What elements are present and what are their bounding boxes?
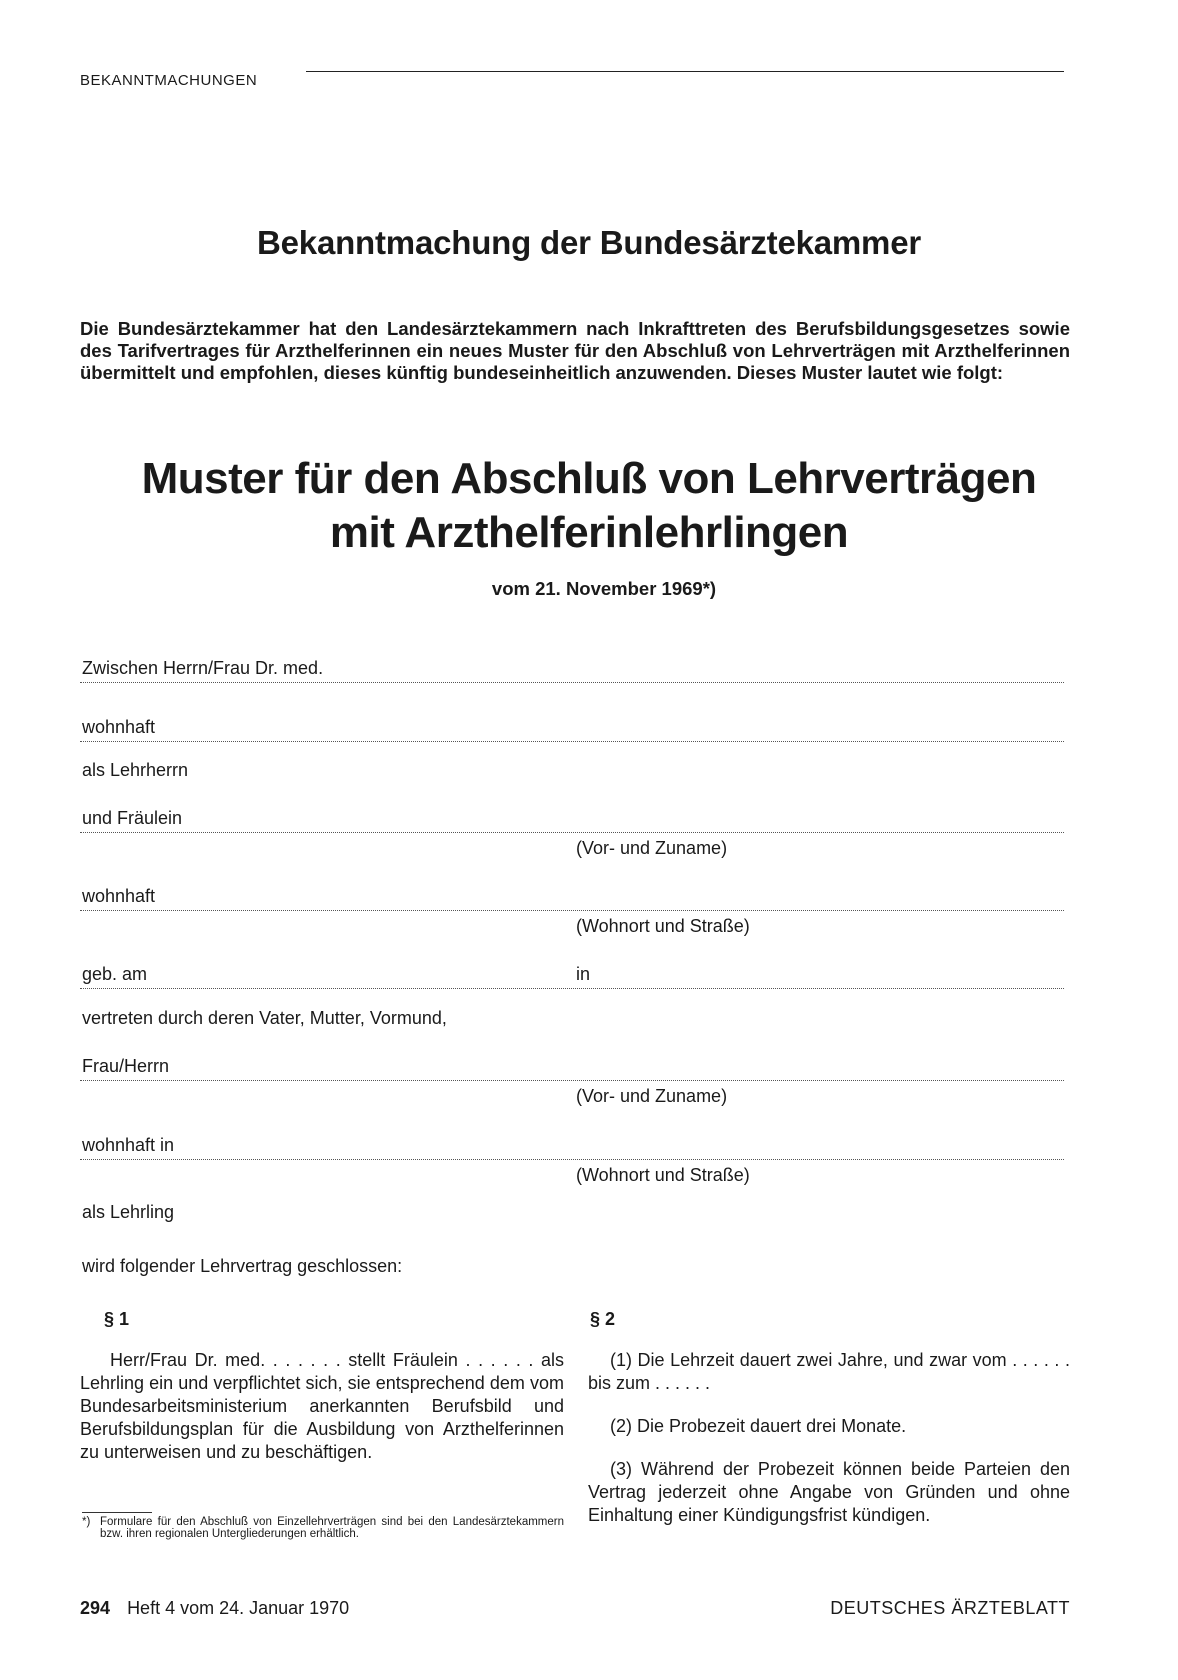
footnote-text: Formulare für den Abschluß von Einzellehrverträgen sind bei den Landesärztekammern bzw. ihren regionalen Untergliederungen erhältlich. xyxy=(100,1516,564,1540)
hint-name: (Vor- und Zuname) xyxy=(576,838,728,858)
running-header xyxy=(80,62,1064,92)
footnote-rule xyxy=(82,1512,152,1513)
field-label: in xyxy=(576,964,591,984)
main-title xyxy=(0,452,1178,560)
footnote-mark: *) xyxy=(82,1516,91,1528)
field-label: wohnhaft xyxy=(82,886,156,906)
page-footer xyxy=(80,1598,1070,1622)
field-apprentice-name[interactable] xyxy=(80,810,1064,833)
field-doctor-residence[interactable] xyxy=(80,719,1064,742)
announcement-title: Bekanntmachung der Bundesärztekammer xyxy=(257,224,921,261)
hint-address: (Wohnort und Straße) xyxy=(576,1165,750,1185)
journal-name: DEUTSCHES ÄRZTEBLATT xyxy=(830,1598,1070,1618)
main-title-line-1: Muster für den Abschluß von Lehrverträgen xyxy=(141,454,1037,503)
header-rule xyxy=(306,71,1064,72)
section-2-paragraph-1: (1) Die Lehrzeit dauert zwei Jahre, und zwar vom . . . . . . bis zum . . . . . . xyxy=(588,1350,1070,1393)
section-1-text: Herr/Frau Dr. med. . . . . . . stellt Fräulein . . . . . . als Lehrling ein und verpflichtet sich, sie entsprechend dem vom Bundesarbeitsministerium anerkannten Berufsbild und Berufsbildungsplan für die Ausbildung von Arzthelferinnen zu unterweisen und zu beschäftigen. xyxy=(80,1350,564,1462)
field-guardian-residence[interactable] xyxy=(80,1137,1064,1160)
intro-paragraph: Die Bundesärztekammer hat den Landesärztekammern nach Inkrafttreten des Berufsbildungsgesetzes sowie des Tarifvertrages für Arzthelferinnen ein neues Muster für den Abschluß von Lehrverträgen mit Arzthelferinnen übermittelt und empfohlen, dieses künftig bundeseinheitlich anzuwenden. Dieses Muster lautet wie folgt: xyxy=(80,318,1070,383)
hint-address: (Wohnort und Straße) xyxy=(576,916,750,936)
field-label: wohnhaft xyxy=(82,717,156,737)
contract-concluded-label: wird folgender Lehrvertrag geschlossen: xyxy=(82,1256,403,1276)
field-doctor-name[interactable] xyxy=(80,660,1064,683)
subtitle-date: vom 21. November 1969*) xyxy=(491,578,717,599)
section-label: BEKANNTMACHUNGEN xyxy=(80,72,258,89)
field-apprentice-residence[interactable] xyxy=(80,888,1064,911)
section-2-paragraph-3: (3) Während der Probezeit können beide Parteien den Vertrag jederzeit ohne Angabe von Gründen und ohne Einhaltung einer Kündigungsfrist kündigen. xyxy=(588,1459,1070,1525)
represented-by-label: vertreten durch deren Vater, Mutter, Vormund, xyxy=(82,1008,447,1028)
main-title-line-2: mit Arzthelferinlehrlingen xyxy=(329,508,849,557)
field-label: geb. am xyxy=(82,964,148,984)
page-number: 294 xyxy=(80,1598,111,1618)
field-birth[interactable] xyxy=(80,966,1064,989)
as-master-label: als Lehrherrn xyxy=(82,760,189,780)
section-1-heading: § 1 xyxy=(104,1309,130,1329)
section-2 xyxy=(588,1308,1070,1527)
hint-name: (Vor- und Zuname) xyxy=(576,1086,728,1106)
section-1 xyxy=(80,1308,564,1464)
issue-info: Heft 4 vom 24. Januar 1970 xyxy=(127,1598,350,1618)
footnote xyxy=(82,1516,564,1540)
field-label: Zwischen Herrn/Frau Dr. med. xyxy=(82,658,324,678)
field-label: und Fräulein xyxy=(82,808,183,828)
section-2-paragraph-2: (2) Die Probezeit dauert drei Monate. xyxy=(610,1416,907,1436)
field-guardian-name[interactable] xyxy=(80,1058,1064,1081)
section-2-heading: § 2 xyxy=(590,1309,616,1329)
field-label: wohnhaft in xyxy=(82,1135,175,1155)
as-apprentice-label: als Lehrling xyxy=(82,1202,175,1222)
field-label: Frau/Herrn xyxy=(82,1056,170,1076)
